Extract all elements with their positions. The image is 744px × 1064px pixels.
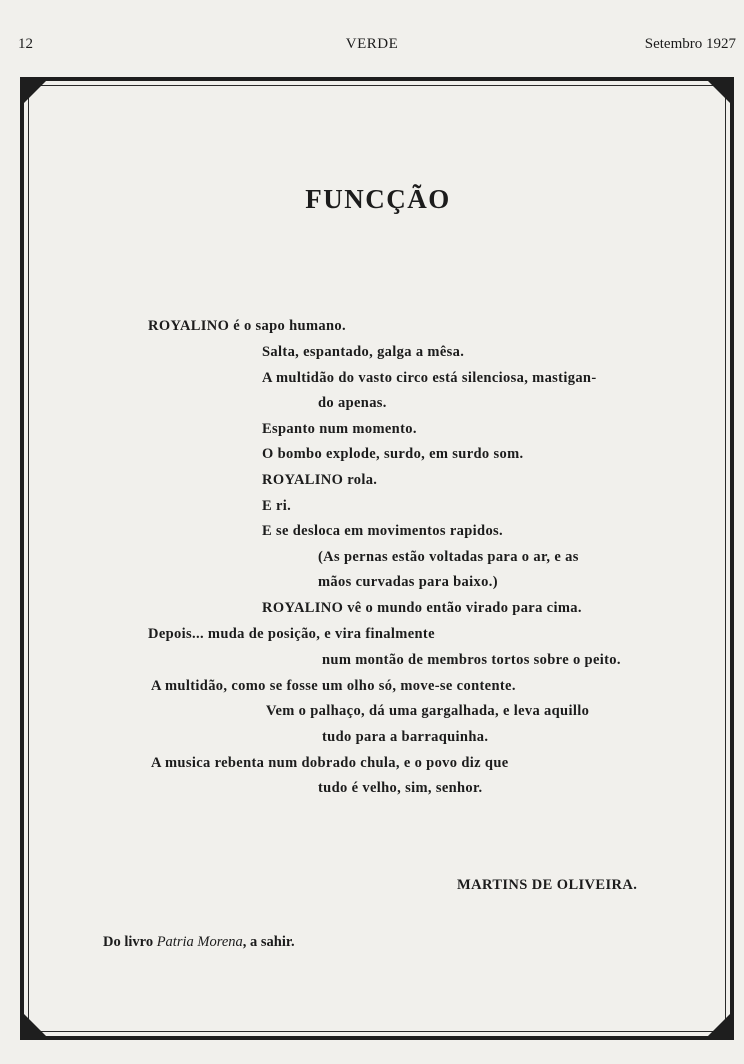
poem-line: A multidão, como se fosse um olho só, move-se contente. <box>151 678 516 694</box>
source-note <box>103 934 295 951</box>
corner-ornament-bottom-right <box>708 1014 730 1036</box>
page-number: 12 <box>18 36 33 52</box>
author-signature: MARTINS DE OLIVEIRA. <box>457 877 638 893</box>
book-title: Patria Morena <box>156 934 243 950</box>
source-prefix: Do livro <box>103 934 154 950</box>
poem-line: Vem o palhaço, dá uma gargalhada, e leva aquillo <box>266 703 590 719</box>
poem-line: ROYALINO vê o mundo então virado para cima. <box>262 600 582 616</box>
poem-line: ROYALINO rola. <box>262 472 378 488</box>
poem-line: Espanto num momento. <box>262 421 417 437</box>
corner-ornament-top-left <box>24 81 46 103</box>
poem-line: (As pernas estão voltadas para o ar, e as <box>318 549 579 565</box>
poem-line: A multidão do vasto circo está silenciosa, mastigan- <box>262 370 597 386</box>
poem-line: ROYALINO é o sapo humano. <box>148 318 346 334</box>
magazine-title: VERDE <box>345 36 399 52</box>
issue-date: Setembro 1927 <box>644 36 736 52</box>
poem-line: A musica rebenta num dobrado chula, e o povo diz que <box>151 755 509 771</box>
poem-line: Depois... muda de posição, e vira finalmente <box>148 626 435 642</box>
poem-line: O bombo explode, surdo, em surdo som. <box>262 446 524 462</box>
poem-line: E se desloca em movimentos rapidos. <box>262 523 504 539</box>
page-header <box>0 36 744 56</box>
corner-ornament-bottom-left <box>24 1014 46 1036</box>
poem-line: do apenas. <box>318 395 387 411</box>
source-suffix: , a sahir. <box>242 934 295 950</box>
poem-line: num montão de membros tortos sobre o peito. <box>322 652 621 668</box>
corner-ornament-top-right <box>708 81 730 103</box>
poem-line: Salta, espantado, galga a mêsa. <box>262 344 465 360</box>
poem-line: mãos curvadas para baixo.) <box>318 574 498 590</box>
poem-line: tudo para a barraquinha. <box>322 729 489 745</box>
poem-title: FUNCÇÃO <box>305 184 451 214</box>
poem-line: tudo é velho, sim, senhor. <box>318 780 483 796</box>
poem-line: E ri. <box>262 498 292 514</box>
